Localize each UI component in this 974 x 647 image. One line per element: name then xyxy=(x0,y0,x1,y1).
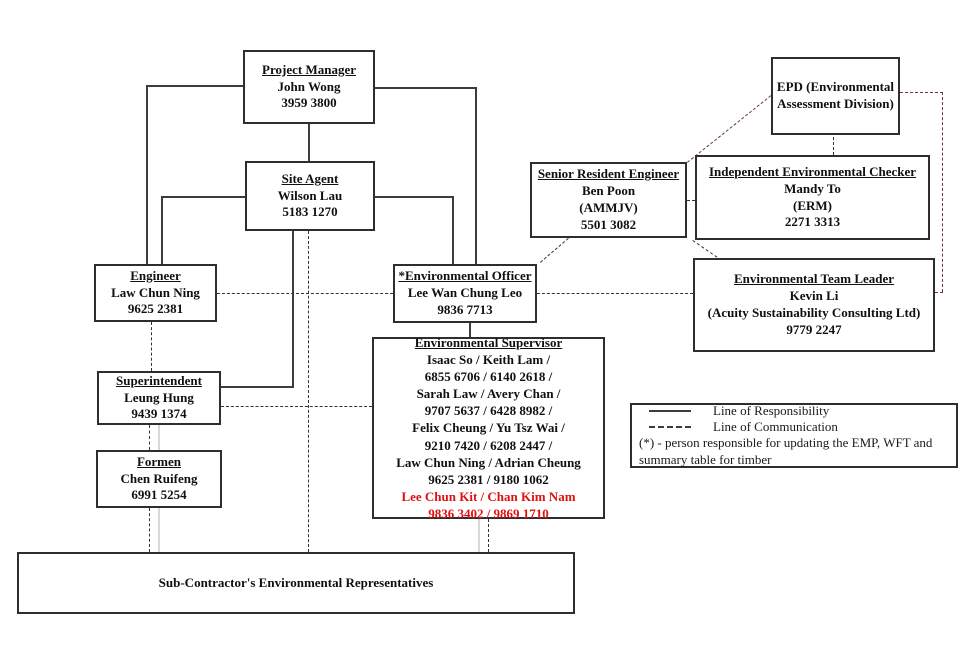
env-supervisor-line: 9707 5637 / 6428 8982 / xyxy=(424,403,553,419)
site-agent-name: Wilson Lau xyxy=(277,187,343,203)
line-pm-to-siteagent xyxy=(308,123,310,161)
etl-org: (Acuity Sustainability Consulting Ltd) xyxy=(707,305,921,320)
box-independent-environmental-checker xyxy=(695,155,930,240)
box-environmental-officer xyxy=(393,264,537,323)
dashed-into-teamleader xyxy=(935,292,943,293)
box-environmental-team-leader xyxy=(693,258,935,352)
environmental-officer-title: *Environmental Officer xyxy=(398,268,532,284)
etl-title: Environmental Team Leader xyxy=(733,271,895,287)
etl-name: Kevin Li xyxy=(789,288,839,304)
sre-title: Senior Resident Engineer xyxy=(537,166,680,182)
engineer-title: Engineer xyxy=(130,267,181,283)
project-manager-title: Project Manager xyxy=(262,61,356,77)
env-supervisor-red-line: 9836 3402 / 9869 1710 xyxy=(428,506,549,522)
legend-communication-label: Line of Communication xyxy=(713,419,838,435)
line-siteagent-right-horiz xyxy=(375,196,453,198)
formen-title: Formen xyxy=(136,453,182,469)
project-manager-name: John Wong xyxy=(277,78,341,94)
line-pm-to-enviroofficer xyxy=(475,87,477,264)
box-superintendent xyxy=(97,371,221,425)
environmental-officer-name: Lee Wan Chung Leo xyxy=(407,285,523,301)
project-manager-phone: 3959 3800 xyxy=(281,95,337,111)
legend-responsibility-label: Line of Responsibility xyxy=(713,403,830,419)
dashed-epd-to-iec xyxy=(833,137,834,155)
epd-line1: EPD (Environmental xyxy=(776,79,895,95)
solid-line-swatch xyxy=(649,410,691,412)
iec-name: Mandy To xyxy=(784,180,841,196)
dashed-enviroofficer-to-teamleader xyxy=(537,293,693,294)
box-site-agent xyxy=(245,161,375,231)
superintendent-phone: 9439 1374 xyxy=(131,406,187,422)
dashed-envsupervisor-to-subcontractor xyxy=(488,519,489,552)
line-pm-to-engineer xyxy=(146,85,148,264)
line-siteagent-to-engineer xyxy=(161,196,163,264)
dashed-siteagent-to-subcontractor xyxy=(308,231,309,552)
box-epd xyxy=(771,57,900,135)
box-project-manager xyxy=(243,50,375,124)
env-supervisor-line: Isaac So / Keith Lam / xyxy=(426,351,551,367)
env-supervisor-line: 9210 7420 / 6208 2447 / xyxy=(424,437,553,453)
formen-phone: 6991 5254 xyxy=(131,487,187,503)
epd-line2: Assessment Division) xyxy=(777,96,894,111)
sre-phone: 5501 3082 xyxy=(580,216,637,232)
line-pm-left-horiz xyxy=(146,85,243,87)
env-supervisor-line: Law Chun Ning / Adrian Cheung xyxy=(396,454,581,470)
iec-title: Independent Environmental Checker xyxy=(708,163,917,179)
box-senior-resident-engineer xyxy=(530,162,687,238)
formen-name: Chen Ruifeng xyxy=(120,470,198,486)
site-agent-phone: 5183 1270 xyxy=(282,204,338,220)
dashed-diagonal-enviroofficer-to-sre xyxy=(540,238,569,263)
dashed-line-swatch xyxy=(649,426,691,428)
sre-name: Ben Poon xyxy=(581,183,636,199)
line-siteagent-left-horiz xyxy=(161,196,245,198)
line-to-superintendent xyxy=(221,386,294,388)
dashed-epd-right-horiz xyxy=(900,92,943,93)
iec-phone: 2271 3313 xyxy=(784,214,841,230)
dashed-sre-to-iec xyxy=(687,200,695,201)
iec-org: (ERM) xyxy=(793,197,832,213)
line-siteagent-to-enviroofficer xyxy=(452,196,454,264)
dashed-superintendent-to-formen xyxy=(149,425,150,450)
line-siteagent-down-vert xyxy=(292,231,294,388)
env-supervisor-line: 6855 6706 / 6140 2618 / xyxy=(424,368,553,384)
dashed-superintendent-to-envsupervisor xyxy=(221,406,372,407)
dashed-diagonal-sre-to-epd xyxy=(687,95,771,163)
line-pm-right-horiz xyxy=(375,87,477,89)
legend-note: (*) - person responsible for updating the EMP, WFT and summary table for timber xyxy=(639,435,933,467)
superintendent-name: Leung Hung xyxy=(124,389,194,405)
env-supervisor-line: Felix Cheung / Yu Tsz Wai / xyxy=(412,420,565,436)
legend-box xyxy=(630,403,958,468)
dashed-engineer-to-superintendent xyxy=(151,322,152,371)
environmental-officer-phone: 9836 7713 xyxy=(437,301,493,317)
dashed-formen-to-subcontractor xyxy=(149,508,150,552)
dashed-engineer-to-enviroofficer xyxy=(217,293,393,294)
superintendent-title: Superintendent xyxy=(116,372,202,388)
etl-phone: 9779 2247 xyxy=(786,321,842,337)
site-agent-title: Site Agent xyxy=(281,170,339,186)
environmental-supervisor-title: Environmental Supervisor xyxy=(414,334,563,350)
faint-line-envsup-to-subcontractor xyxy=(478,519,480,552)
legend-responsibility-row xyxy=(637,403,951,419)
env-supervisor-red-line: Lee Chun Kit / Chan Kim Nam xyxy=(401,489,576,505)
box-environmental-supervisor xyxy=(372,334,605,522)
legend-communication-row xyxy=(637,419,951,435)
engineer-phone: 9625 2381 xyxy=(127,301,184,317)
sre-org: (AMMJV) xyxy=(579,200,638,215)
box-formen xyxy=(96,450,222,508)
env-supervisor-line: 9625 2381 / 9180 1062 xyxy=(428,471,549,487)
env-supervisor-line: Sarah Law / Avery Chan / xyxy=(416,386,561,402)
engineer-name: Law Chun Ning xyxy=(111,284,200,300)
box-sub-contractor xyxy=(17,552,575,614)
box-engineer xyxy=(94,264,217,322)
dashed-epd-right-vert xyxy=(942,92,943,292)
sub-contractor-title: Sub-Contractor's Environmental Representatives xyxy=(158,574,434,590)
